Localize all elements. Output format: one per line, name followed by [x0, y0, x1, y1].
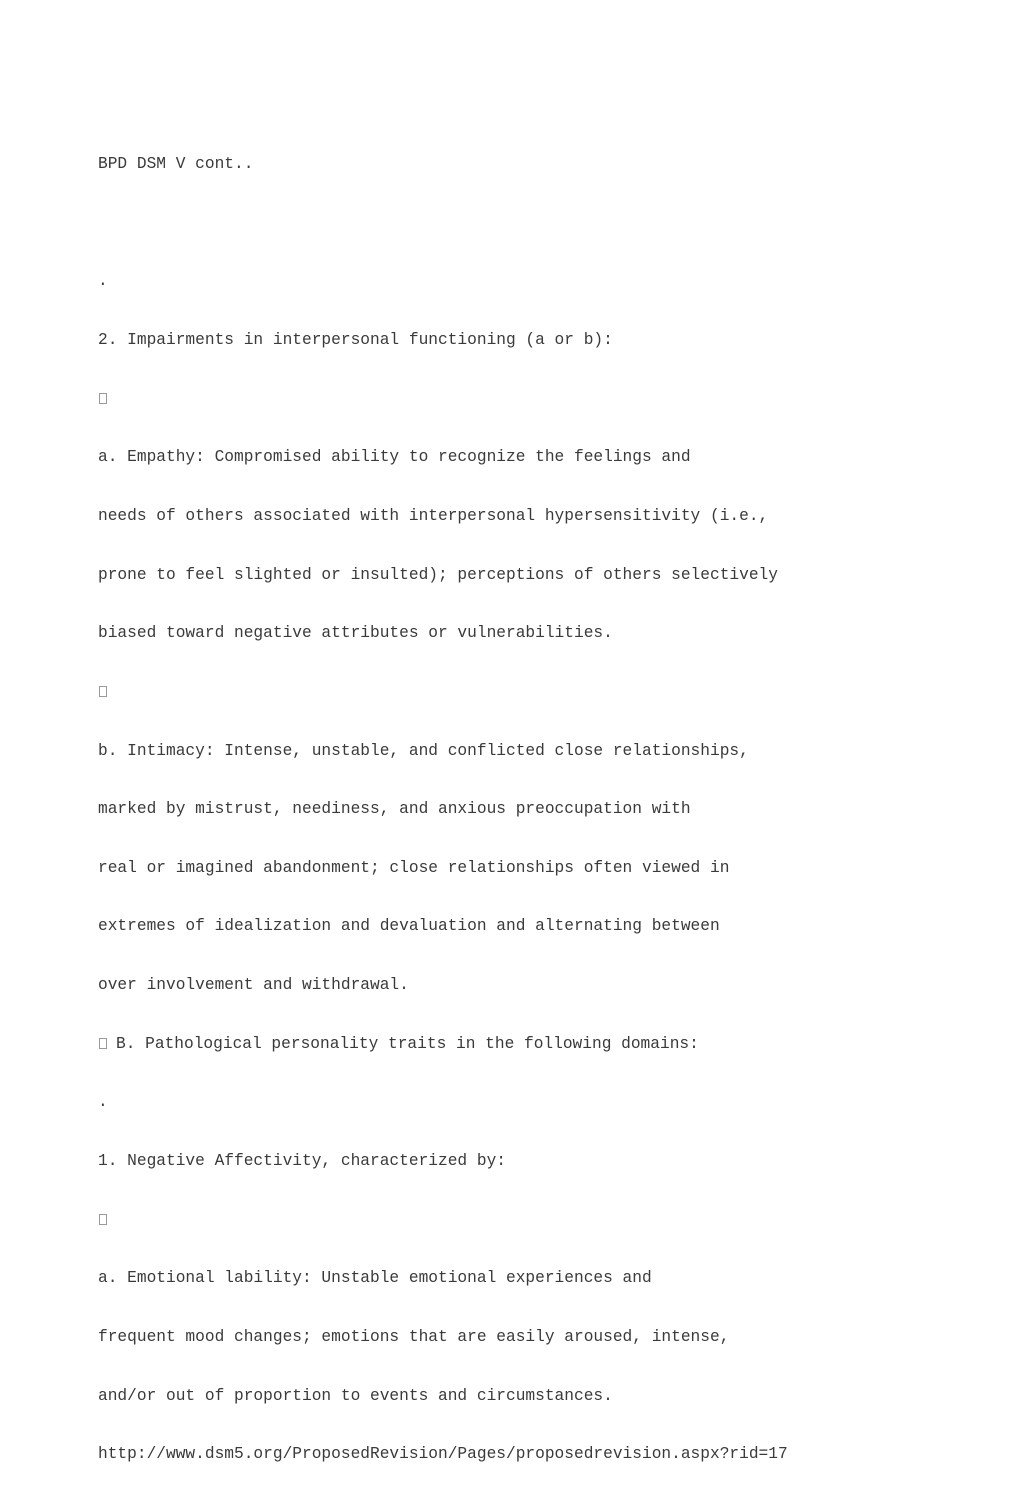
missing-glyph-icon [99, 393, 107, 404]
criterion-2-heading: 2. Impairments in interpersonal functioning (a or b): [98, 331, 613, 350]
criterion-b-heading: B. Pathological personality traits in the following domains: [116, 1034, 699, 1053]
lability-line: a. Emotional lability: Unstable emotional experiences and [98, 1269, 652, 1288]
empathy-line: a. Empathy: Compromised ability to recognize the feelings and [98, 448, 691, 467]
document-title: BPD DSM V cont.. [98, 155, 254, 174]
intimacy-line: marked by mistrust, neediness, and anxious preoccupation with [98, 800, 691, 819]
dot-line: . [98, 1093, 108, 1112]
document-text [98, 116, 998, 1504]
domain-1-heading: 1. Negative Affectivity, characterized by: [98, 1151, 506, 1170]
missing-glyph-icon [99, 686, 107, 697]
intimacy-line: b. Intimacy: Intense, unstable, and conflicted close relationships, [98, 741, 749, 760]
empathy-line: biased toward negative attributes or vulnerabilities. [98, 624, 613, 643]
lability-line: frequent mood changes; emotions that are easily aroused, intense, [98, 1327, 730, 1346]
intimacy-line: extremes of idealization and devaluation and alternating between [98, 917, 720, 936]
missing-glyph-icon [99, 1214, 107, 1225]
intimacy-line: over involvement and withdrawal. [98, 976, 409, 995]
lability-line: and/or out of proportion to events and circumstances. [98, 1386, 613, 1405]
empathy-line: needs of others associated with interpersonal hypersensitivity (i.e., [98, 506, 769, 525]
intimacy-line: real or imagined abandonment; close relationships often viewed in [98, 858, 730, 877]
empathy-line: prone to feel slighted or insulted); perceptions of others selectively [98, 565, 778, 584]
missing-glyph-icon [99, 1038, 107, 1049]
dot-line: . [98, 272, 108, 291]
source-url: http://www.dsm5.org/ProposedRevision/Pages/proposedrevision.aspx?rid=17 [98, 1445, 788, 1464]
blank-line [98, 214, 998, 234]
